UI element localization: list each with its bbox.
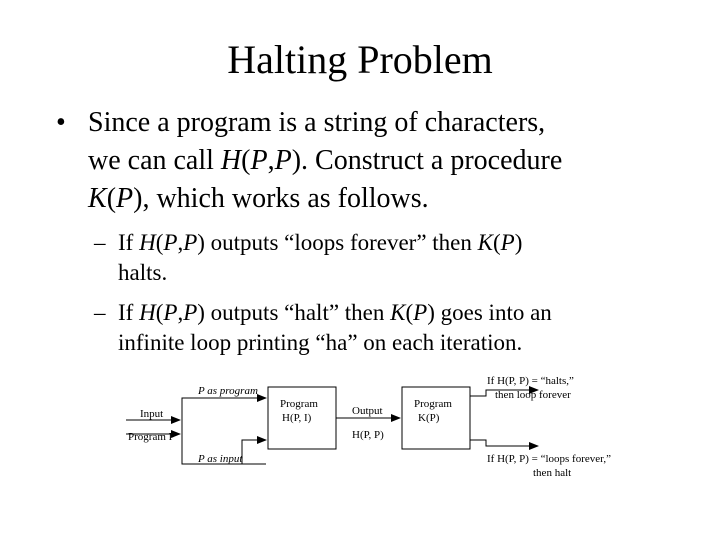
slide-title: Halting Problem bbox=[227, 37, 493, 82]
dash-symbol: – bbox=[94, 300, 106, 325]
p-as-program-label: P as program bbox=[198, 385, 258, 397]
bullet-line-2: we can call H(P,P). Construct a procedure bbox=[88, 145, 563, 176]
sub-bullet-text: If H(P,P) outputs “halt” then K(P) goes into an infinite loop printing “ha” on each iteration. bbox=[118, 300, 552, 355]
sub-bullet-text: If H(P,P) outputs “loops forever” then K(P) halts. bbox=[118, 230, 523, 285]
input-label: Input bbox=[140, 408, 164, 420]
output-label: Output bbox=[352, 405, 383, 417]
program-k-label: Program bbox=[414, 398, 452, 410]
loops-arrow bbox=[470, 440, 538, 446]
loops-note-line-1: If H(P, P) = “loops forever,” bbox=[487, 453, 611, 465]
program-h-label: Program bbox=[280, 398, 318, 410]
p-as-input-label: P as input bbox=[198, 453, 243, 465]
program-h-formula: H(P, I) bbox=[282, 412, 312, 424]
program-p-label: Program P bbox=[128, 431, 175, 443]
program-k-formula: K(P) bbox=[418, 412, 440, 424]
bullet-symbol: • bbox=[56, 107, 66, 138]
bullet-line-1: Since a program is a string of characters, bbox=[88, 107, 546, 138]
halts-note-line-2: then loop forever bbox=[495, 389, 571, 401]
p-as-program-arrow bbox=[182, 398, 266, 434]
output-value: H(P, P) bbox=[352, 429, 384, 441]
loops-note-line-2: then halt bbox=[533, 467, 572, 479]
dash-symbol: – bbox=[94, 230, 106, 255]
bullet-line-3: K(P), which works as follows. bbox=[88, 183, 429, 214]
halts-note-line-1: If H(P, P) = “halts,” bbox=[487, 375, 574, 387]
